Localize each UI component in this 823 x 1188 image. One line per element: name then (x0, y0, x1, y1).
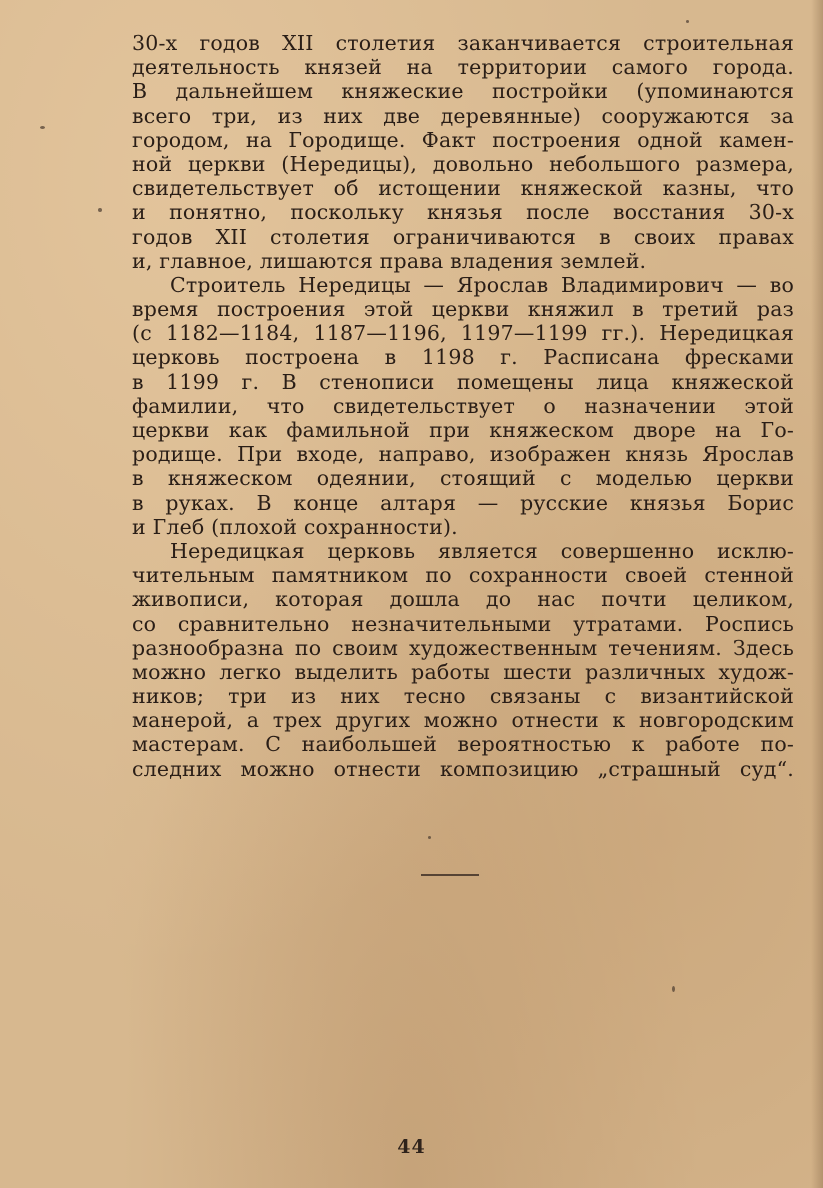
text-line: ной церкви (Нередицы), довольно небольшого размера, (132, 151, 794, 176)
text-line: всего три, из них две деревянные) сооружаются за (132, 103, 794, 128)
text-line: в 1199 г. В стенописи помещены лица княжеской (132, 369, 794, 394)
text-line: В дальнейшем княжеские постройки (упоминаются (132, 79, 794, 104)
text-line: городом, на Городище. Факт построения одной камен- (132, 127, 794, 152)
text-line: годов XII столетия ограничиваются в своих правах (132, 224, 794, 249)
text-line: и, главное, лишаются права владения землей. (132, 248, 647, 273)
text-line: Нередицкая церковь является совершенно исклю- (170, 538, 794, 563)
text-line: в руках. В конце алтаря — русские князья Борис (132, 490, 794, 515)
text-line: ников; три из них тесно связаны с византийской (132, 684, 794, 709)
text-line: фамилии, что свидетельствует о назначении этой (132, 393, 794, 418)
page-edge-shadow (811, 0, 823, 1188)
text-line: родище. При входе, направо, изображен князь Ярослав (132, 442, 794, 467)
text-line: со сравнительно незначительными утратами. Роспись (132, 611, 794, 636)
text-line: следних можно отнести композицию „страшный суд“. (132, 756, 794, 781)
text-line: церковь построена в 1198 г. Расписана фресками (132, 345, 794, 370)
text-line: разнообразна по своим художественным течениям. Здесь (132, 635, 794, 660)
paper-speck (428, 836, 431, 839)
page-text (132, 31, 794, 781)
text-line: и Глеб (плохой сохранности). (132, 514, 458, 539)
paper-speck (686, 20, 689, 23)
paper-speck (98, 208, 102, 212)
paper-speck (672, 986, 675, 992)
text-line: свидетельствует об истощении княжеской казны, что (132, 176, 794, 201)
text-line: можно легко выделить работы шести различных худож- (132, 659, 794, 684)
text-line: мастерам. С наибольшей вероятностью к работе по- (132, 732, 794, 757)
text-line: церкви как фамильной при княжеском дворе на Го- (132, 418, 794, 442)
text-line: манерой, а трех других можно отнести к новгородским (132, 708, 794, 733)
text-line: живописи, которая дошла до нас почти целиком, (132, 587, 794, 612)
text-line: деятельность князей на территории самого города. (132, 55, 794, 80)
section-divider (421, 874, 479, 876)
text-line: время построения этой церкви княжил в третий раз (132, 297, 794, 322)
text-line: (с 1182—1184, 1187—1196, 1197—1199 гг.). Нередицкая (132, 321, 794, 346)
text-line: чительным памятником по сохранности своей стенной (132, 563, 794, 588)
text-line: 30-х годов XII столетия заканчивается строительная (132, 31, 794, 55)
text-line: Строитель Нередицы — Ярослав Владимирович — во (170, 272, 794, 297)
paper-speck (40, 126, 45, 129)
text-line: в княжеском одеянии, стоящий с моделью церкви (132, 466, 794, 491)
text-line: и понятно, поскольку князья после восстания 30-х (132, 200, 794, 225)
page-number: 44 (397, 1136, 426, 1158)
